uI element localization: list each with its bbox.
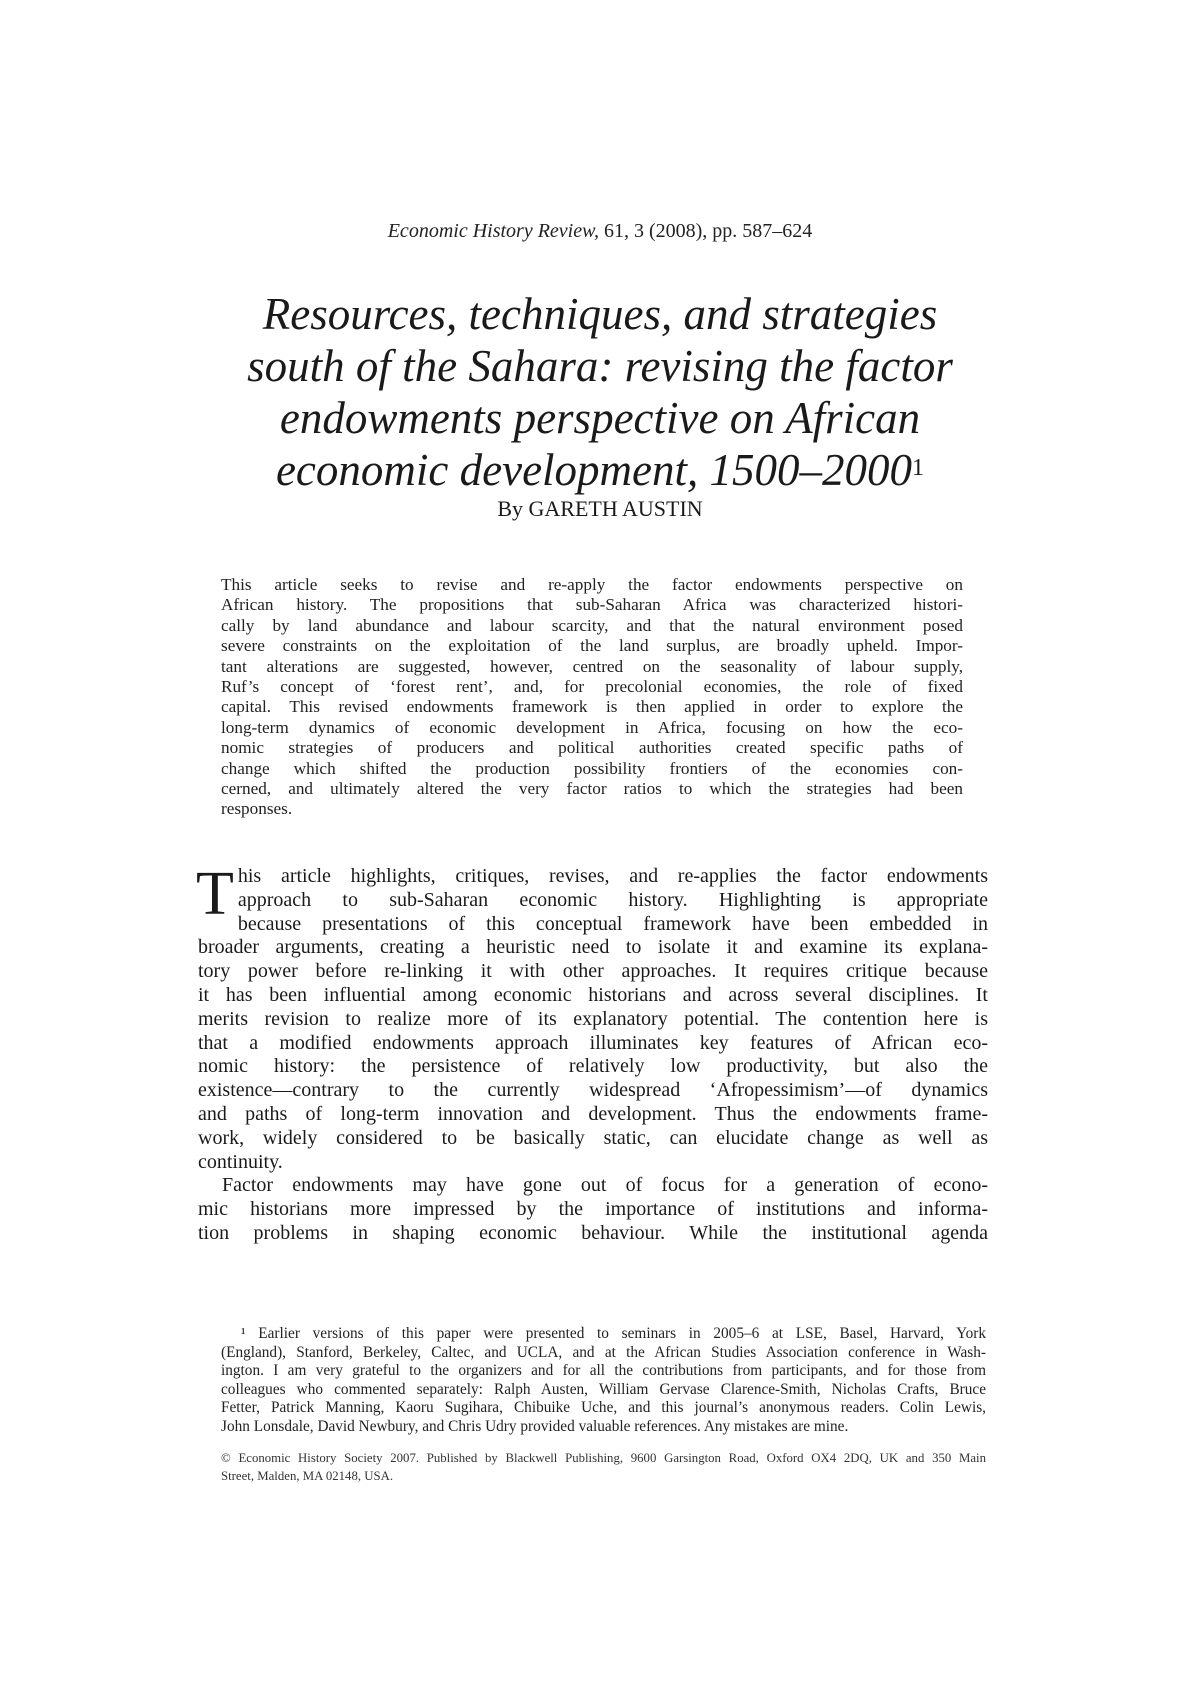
abstract-line: responses. [221,799,293,819]
abstract-line: tant alterations are suggested, however, centred on the seasonality of labour supply, [221,656,963,676]
abstract-line: cally by land abundance and labour scarcity, and that the natural environment posed [221,615,963,635]
title-line-text: economic development, 1500–2000 [275,445,913,495]
body-line: because presentations of this conceptual framework have been embedded in [237,912,988,935]
author-byline: By GARETH AUSTIN [497,496,703,521]
abstract-line: This article seeks to revise and re-apply the factor endowments perspective on [221,575,963,594]
footnote-line: ington. I am very grateful to the organizers and for all the contributions from participants, and for those from [221,1362,986,1380]
title-line: south of the Sahara: revising the factor [247,341,953,391]
body-line: work, widely considered to be basically static, can elucidate change as well as [198,1126,988,1149]
body-line: continuity. [198,1150,283,1173]
footnote-line: John Lonsdale, David Newbury, and Chris Udry provided valuable references. Any mistakes are mine. [221,1417,849,1435]
title-line: Resources, techniques, and strategies [262,289,938,339]
body-line: it has been influential among economic historians and across several disciplines. It [198,983,988,1006]
footnote-line: colleagues who commented separately: Ralph Austen, William Gervase Clarence-Smith, Nicholas Crafts, Bruce [221,1380,986,1398]
abstract-line: cerned, and ultimately altered the very factor ratios to which the strategies had been [221,779,963,799]
body-line: nomic history: the persistence of relatively low productivity, but also the [198,1055,988,1078]
citation-details: 61, 3 (2008), pp. 587–624 [598,220,813,242]
body-line: tion problems in shaping economic behaviour. While the institutional agenda [198,1221,988,1244]
abstract-line: change which shifted the production possibility frontiers of the economies con- [221,758,963,778]
abstract-line: nomic strategies of producers and political authorities created specific paths of [221,738,963,758]
footnote-line: Fetter, Patrick Manning, Kaoru Sugihara, Chibuike Uche, and this journal’s anonymous readers. Colin Lewis, [221,1399,986,1417]
abstract-line: severe constraints on the exploitation of the land surplus, are broadly upheld. Impor- [221,636,963,656]
article-title [150,288,1050,496]
copyright-line: Street, Malden, MA 02148, USA. [221,1468,394,1483]
abstract-line: long-term dynamics of economic development in Africa, focusing on how the eco- [221,717,963,737]
title-footnote-marker: 1 [912,455,925,481]
abstract-line: capital. This revised endowments framework is then applied in order to explore the [221,697,963,717]
copyright-notice [221,1450,986,1485]
drop-cap: T [196,860,234,928]
abstract-line: Ruf’s concept of ‘forest rent’, and, for precolonial economies, the role of fixed [221,677,963,697]
body-line: his article highlights, critiques, revises, and re-applies the factor endowments [237,865,988,887]
footnote [221,1325,986,1437]
title-line: endowments perspective on African [279,393,921,443]
paragraph-2 [198,1174,988,1245]
body-line: approach to sub-Saharan economic history. Highlighting is appropriate [237,888,988,911]
body-line: that a modified endowments approach illuminates key features of African eco- [198,1031,988,1054]
paragraph-1 [196,860,988,1174]
abstract-line: African history. The propositions that sub-Saharan Africa was characterized histori- [221,595,963,615]
title-line-last [150,444,1050,496]
journal-name: Economic History Review, [387,220,599,242]
body-line: and paths of long-term innovation and development. Thus the endowments frame- [198,1102,988,1125]
journal-citation [0,220,1200,243]
footnote-line: ¹ Earlier versions of this paper were presented to seminars in 2005–6 at LSE, Basel, Harvard, York [241,1325,986,1342]
footnote-line: (England), Stanford, Berkeley, Caltec, and UCLA, and at the African Studies Association conference in Wash- [221,1343,986,1361]
copyright-line: © Economic History Society 2007. Published by Blackwell Publishing, 9600 Garsington Road, Oxford OX4 2DQ, UK and 350 Main [221,1451,986,1465]
body-line: merits revision to realize more of its explanatory potential. The contention here is [198,1007,988,1030]
body-line: tory power before re-linking it with other approaches. It requires critique because [198,960,988,983]
body-line: broader arguments, creating a heuristic need to isolate it and examine its explana- [198,936,988,959]
abstract [221,575,963,820]
body-line: mic historians more impressed by the importance of institutions and informa- [198,1198,988,1221]
body-line: Factor endowments may have gone out of focus for a generation of econo- [222,1174,988,1197]
article-body [196,860,988,1246]
body-line: existence—contrary to the currently widespread ‘Afropessimism’—of dynamics [198,1079,988,1102]
